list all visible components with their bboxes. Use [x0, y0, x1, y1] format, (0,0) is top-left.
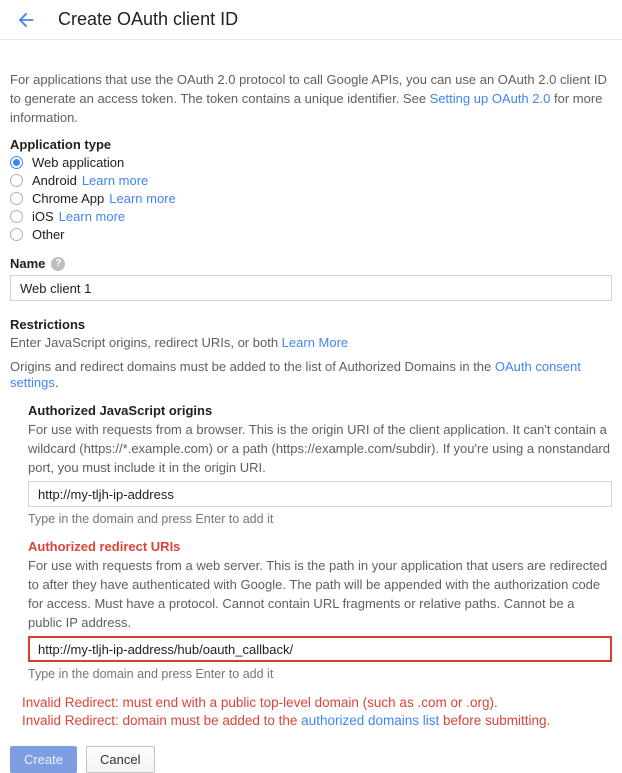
name-label: Name	[10, 256, 46, 271]
restrictions-heading: Restrictions	[10, 317, 86, 332]
radio-option-label: Web application	[32, 154, 125, 170]
radio-option-label: Other	[32, 226, 65, 242]
intro-paragraph	[10, 70, 610, 127]
learn-more-link[interactable]: Learn more	[81, 172, 149, 188]
origin-input-hint: Type in the domain and press Enter to add it	[28, 512, 274, 526]
cancel-button[interactable]: Cancel	[86, 746, 154, 773]
redirect-uris-description: For use with requests from a web server. This is the path in your application that users are redirected to after they have authenticated with Google. The path will be appended with the authorization code for access. Must have a protocol. Cannot contain URL fragments or relative paths. Cannot be a public IP address.	[28, 558, 608, 630]
back-arrow-icon[interactable]	[14, 8, 38, 32]
authorized-domains-note	[10, 359, 612, 391]
oauth-consent-settings-link[interactable]: OAuth consent settings	[10, 359, 581, 390]
radio-option-chrome-app[interactable]	[10, 190, 612, 206]
error-invalid-redirect-tld: Invalid Redirect: must end with a public top-level domain (such as .com or .org).	[22, 695, 498, 710]
redirect-uris-heading: Authorized redirect URIs	[28, 539, 181, 554]
authorized-domains-list-link[interactable]: authorized domains list	[301, 713, 440, 728]
learn-more-link[interactable]: Learn more	[109, 190, 176, 206]
radio-option-label: Android	[32, 172, 77, 188]
javascript-origins-description: For use with requests from a browser. This is the origin URI of the client application. It can't contain a wildcard (https://*.example.com) or a path (https://example.com/subdir). If you're using a nonstandard port, you must include it in the origin URI.	[28, 422, 610, 475]
page-header	[0, 0, 622, 40]
radio-option-label: iOS	[32, 208, 54, 224]
restrictions-learn-more-link[interactable]: Learn More	[281, 335, 349, 350]
action-buttons	[10, 746, 612, 773]
restrictions-section	[10, 317, 612, 391]
redirect-input-hint: Type in the domain and press Enter to add it	[28, 667, 274, 681]
create-button[interactable]: Create	[10, 746, 77, 773]
page-title: Create OAuth client ID	[58, 9, 239, 29]
radio-icon[interactable]	[10, 174, 23, 187]
application-type-label: Application type	[10, 137, 112, 152]
radio-option-android[interactable]	[10, 172, 612, 188]
redirect-uri-input[interactable]	[28, 636, 612, 662]
error-domain-prefix: Invalid Redirect: domain must be added to the	[22, 713, 302, 728]
radio-selected-icon[interactable]	[10, 156, 23, 169]
radio-option-ios[interactable]	[10, 208, 612, 224]
main-content	[0, 70, 622, 773]
javascript-origins-section	[28, 403, 612, 527]
domains-note-text: Origins and redirect domains must be added to the list of Authorized Domains in the	[10, 359, 495, 374]
restrictions-subtext-text: Enter JavaScript origins, redirect URIs, or both	[10, 335, 282, 350]
name-input[interactable]	[10, 275, 612, 301]
radio-option-label: Chrome App	[32, 190, 105, 206]
restrictions-subtext	[10, 335, 612, 351]
javascript-origin-input[interactable]	[28, 481, 612, 507]
radio-icon[interactable]	[10, 210, 23, 223]
radio-icon[interactable]	[10, 192, 23, 205]
redirect-uris-section	[28, 539, 612, 682]
radio-icon[interactable]	[10, 228, 23, 241]
intro-text-before: For applications that use the OAuth 2.0 protocol to call Google APIs, you can use an OAuth 2.0 client ID to generate an access token. The token contains a unique identifier. See	[10, 72, 607, 106]
domains-note-period: .	[54, 375, 59, 390]
radio-option-other[interactable]	[10, 226, 612, 242]
validation-errors	[22, 694, 612, 730]
intro-text-after: for more information.	[10, 91, 603, 125]
name-section	[10, 256, 612, 301]
learn-more-link[interactable]: Learn more	[58, 208, 126, 224]
javascript-origins-heading: Authorized JavaScript origins	[28, 403, 213, 418]
setting-up-oauth-link[interactable]: Setting up OAuth 2.0	[429, 91, 551, 106]
error-domain-suffix: before submitting.	[439, 713, 551, 728]
error-invalid-redirect-domain	[22, 712, 612, 730]
help-icon[interactable]: ?	[51, 257, 65, 271]
application-type-section	[10, 137, 612, 242]
radio-option-web-application[interactable]	[10, 154, 612, 170]
